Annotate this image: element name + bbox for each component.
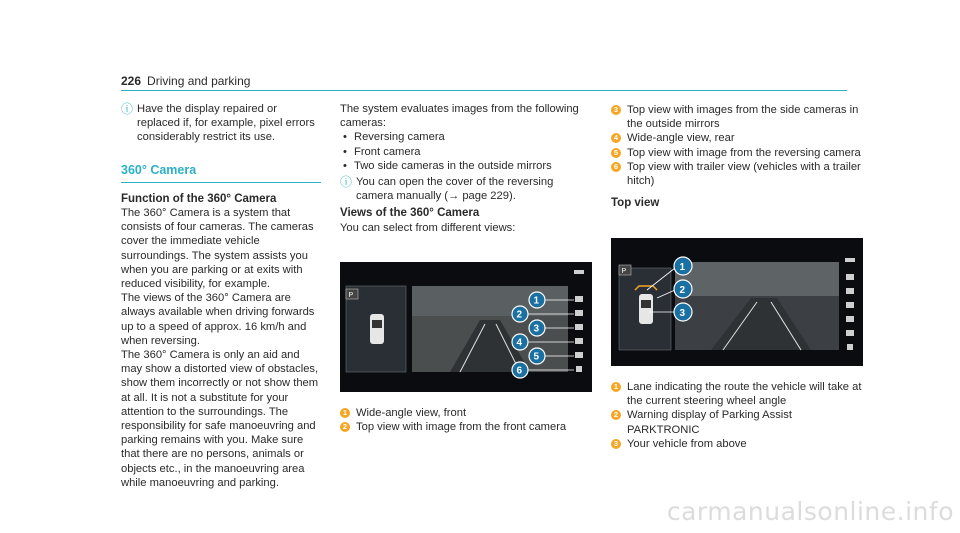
section-name: Driving and parking <box>147 74 251 88</box>
camera-views-screenshot <box>340 262 592 392</box>
info-icon: ⓘ <box>340 175 353 190</box>
cover-note: ⓘ You can open the cover of the reversing camera manually (→ page 229). <box>340 175 554 203</box>
number-badge: 3 <box>611 105 621 115</box>
list-item: 1 Lane indicating the route the vehicle will take at the current steering wheel angle <box>611 380 866 408</box>
camera-views-image <box>340 262 592 392</box>
top-view-screenshot <box>611 238 863 366</box>
list-item: 2 Warning display of Parking Assist PARKTRONIC <box>611 408 866 436</box>
info-icon: ⓘ <box>121 102 134 116</box>
views-intro: You can select from different views: <box>340 221 516 234</box>
list-item: 6 Top view with trailer view (vehicles with a trailer hitch) <box>611 160 866 188</box>
paragraph-1: The 360° Camera is a system that consists of four cameras. The cameras cover the immediate vehicle surroundings. The system assists you when you are parking or at exits with reduced visibility, for example. <box>121 207 314 291</box>
watermark: carmanualsonline.info <box>666 497 954 526</box>
list-item: 3 Your vehicle from above <box>611 437 866 451</box>
callout-2-label: 2 <box>516 309 523 321</box>
list-item: • Reversing camera <box>340 130 585 144</box>
list-item: 4 Wide-angle view, rear <box>611 131 866 145</box>
cameras-intro: The system evaluates images from the following cameras: <box>340 103 579 130</box>
topview-legend <box>611 380 866 451</box>
callout-5-label: 5 <box>533 351 540 363</box>
paragraph-2: The views of the 360° Camera are always available when driving forwards up to a speed of approx. 16 km/h and when reversing. <box>121 292 315 347</box>
section-rule <box>121 182 321 183</box>
list-item: 1 Wide-angle view, front <box>340 406 585 420</box>
number-badge: 1 <box>611 382 621 392</box>
number-badge: 5 <box>611 148 621 158</box>
column-2 <box>340 102 585 235</box>
views-heading: Views of the 360° Camera <box>340 207 480 220</box>
callout-3-label: 3 <box>533 323 540 335</box>
paragraph-3: The 360° Camera is only an aid and may show a distorted view of obstacles, show them incorrectly or not show them at all. It is not a substitute for your attention to the surroundings. The responsibility for safe manoeuvring and parking remains with you. Make sure that there are no persons, animals or objects etc., in the manoeuvring area while manoeuvring and parking. <box>121 349 319 489</box>
number-badge: 6 <box>611 162 621 172</box>
list-item: • Two side cameras in the outside mirrors <box>340 159 585 173</box>
callout-1-label: 1 <box>679 262 686 273</box>
header-rule <box>121 90 847 91</box>
list-item: • Front camera <box>340 145 585 159</box>
parking-badge: P <box>348 292 354 299</box>
callout-3-label: 3 <box>679 308 686 319</box>
callout-6-label: 6 <box>516 365 523 377</box>
display-note: ⓘ Have the display repaired or replaced if, for example, pixel errors considerably restrict its use. <box>121 102 315 144</box>
section-title: 360° Camera <box>121 162 197 177</box>
page-number: 226 <box>121 74 142 88</box>
number-badge: 2 <box>611 410 621 420</box>
column-3 <box>611 103 866 210</box>
list-item: 5 Top view with image from the reversing camera <box>611 146 866 160</box>
function-heading: Function of the 360° Camera <box>121 192 277 205</box>
top-view-image <box>611 238 863 366</box>
list-item: 3 Top view with images from the side cameras in the outside mirrors <box>611 103 866 131</box>
number-badge: 2 <box>340 422 350 432</box>
number-badge: 1 <box>340 408 350 418</box>
list-item: 2 Top view with image from the front camera <box>340 420 585 434</box>
number-badge: 3 <box>611 439 621 449</box>
camera-list <box>340 130 585 173</box>
callout-1-label: 1 <box>533 295 540 307</box>
callout-4-label: 4 <box>516 337 523 349</box>
column-1 <box>121 102 321 490</box>
topview-heading: Top view <box>611 197 660 210</box>
views-list <box>340 406 585 434</box>
number-badge: 4 <box>611 133 621 143</box>
page-header <box>121 74 250 88</box>
callout-2-label: 2 <box>679 285 686 296</box>
parking-badge: P <box>621 268 627 275</box>
